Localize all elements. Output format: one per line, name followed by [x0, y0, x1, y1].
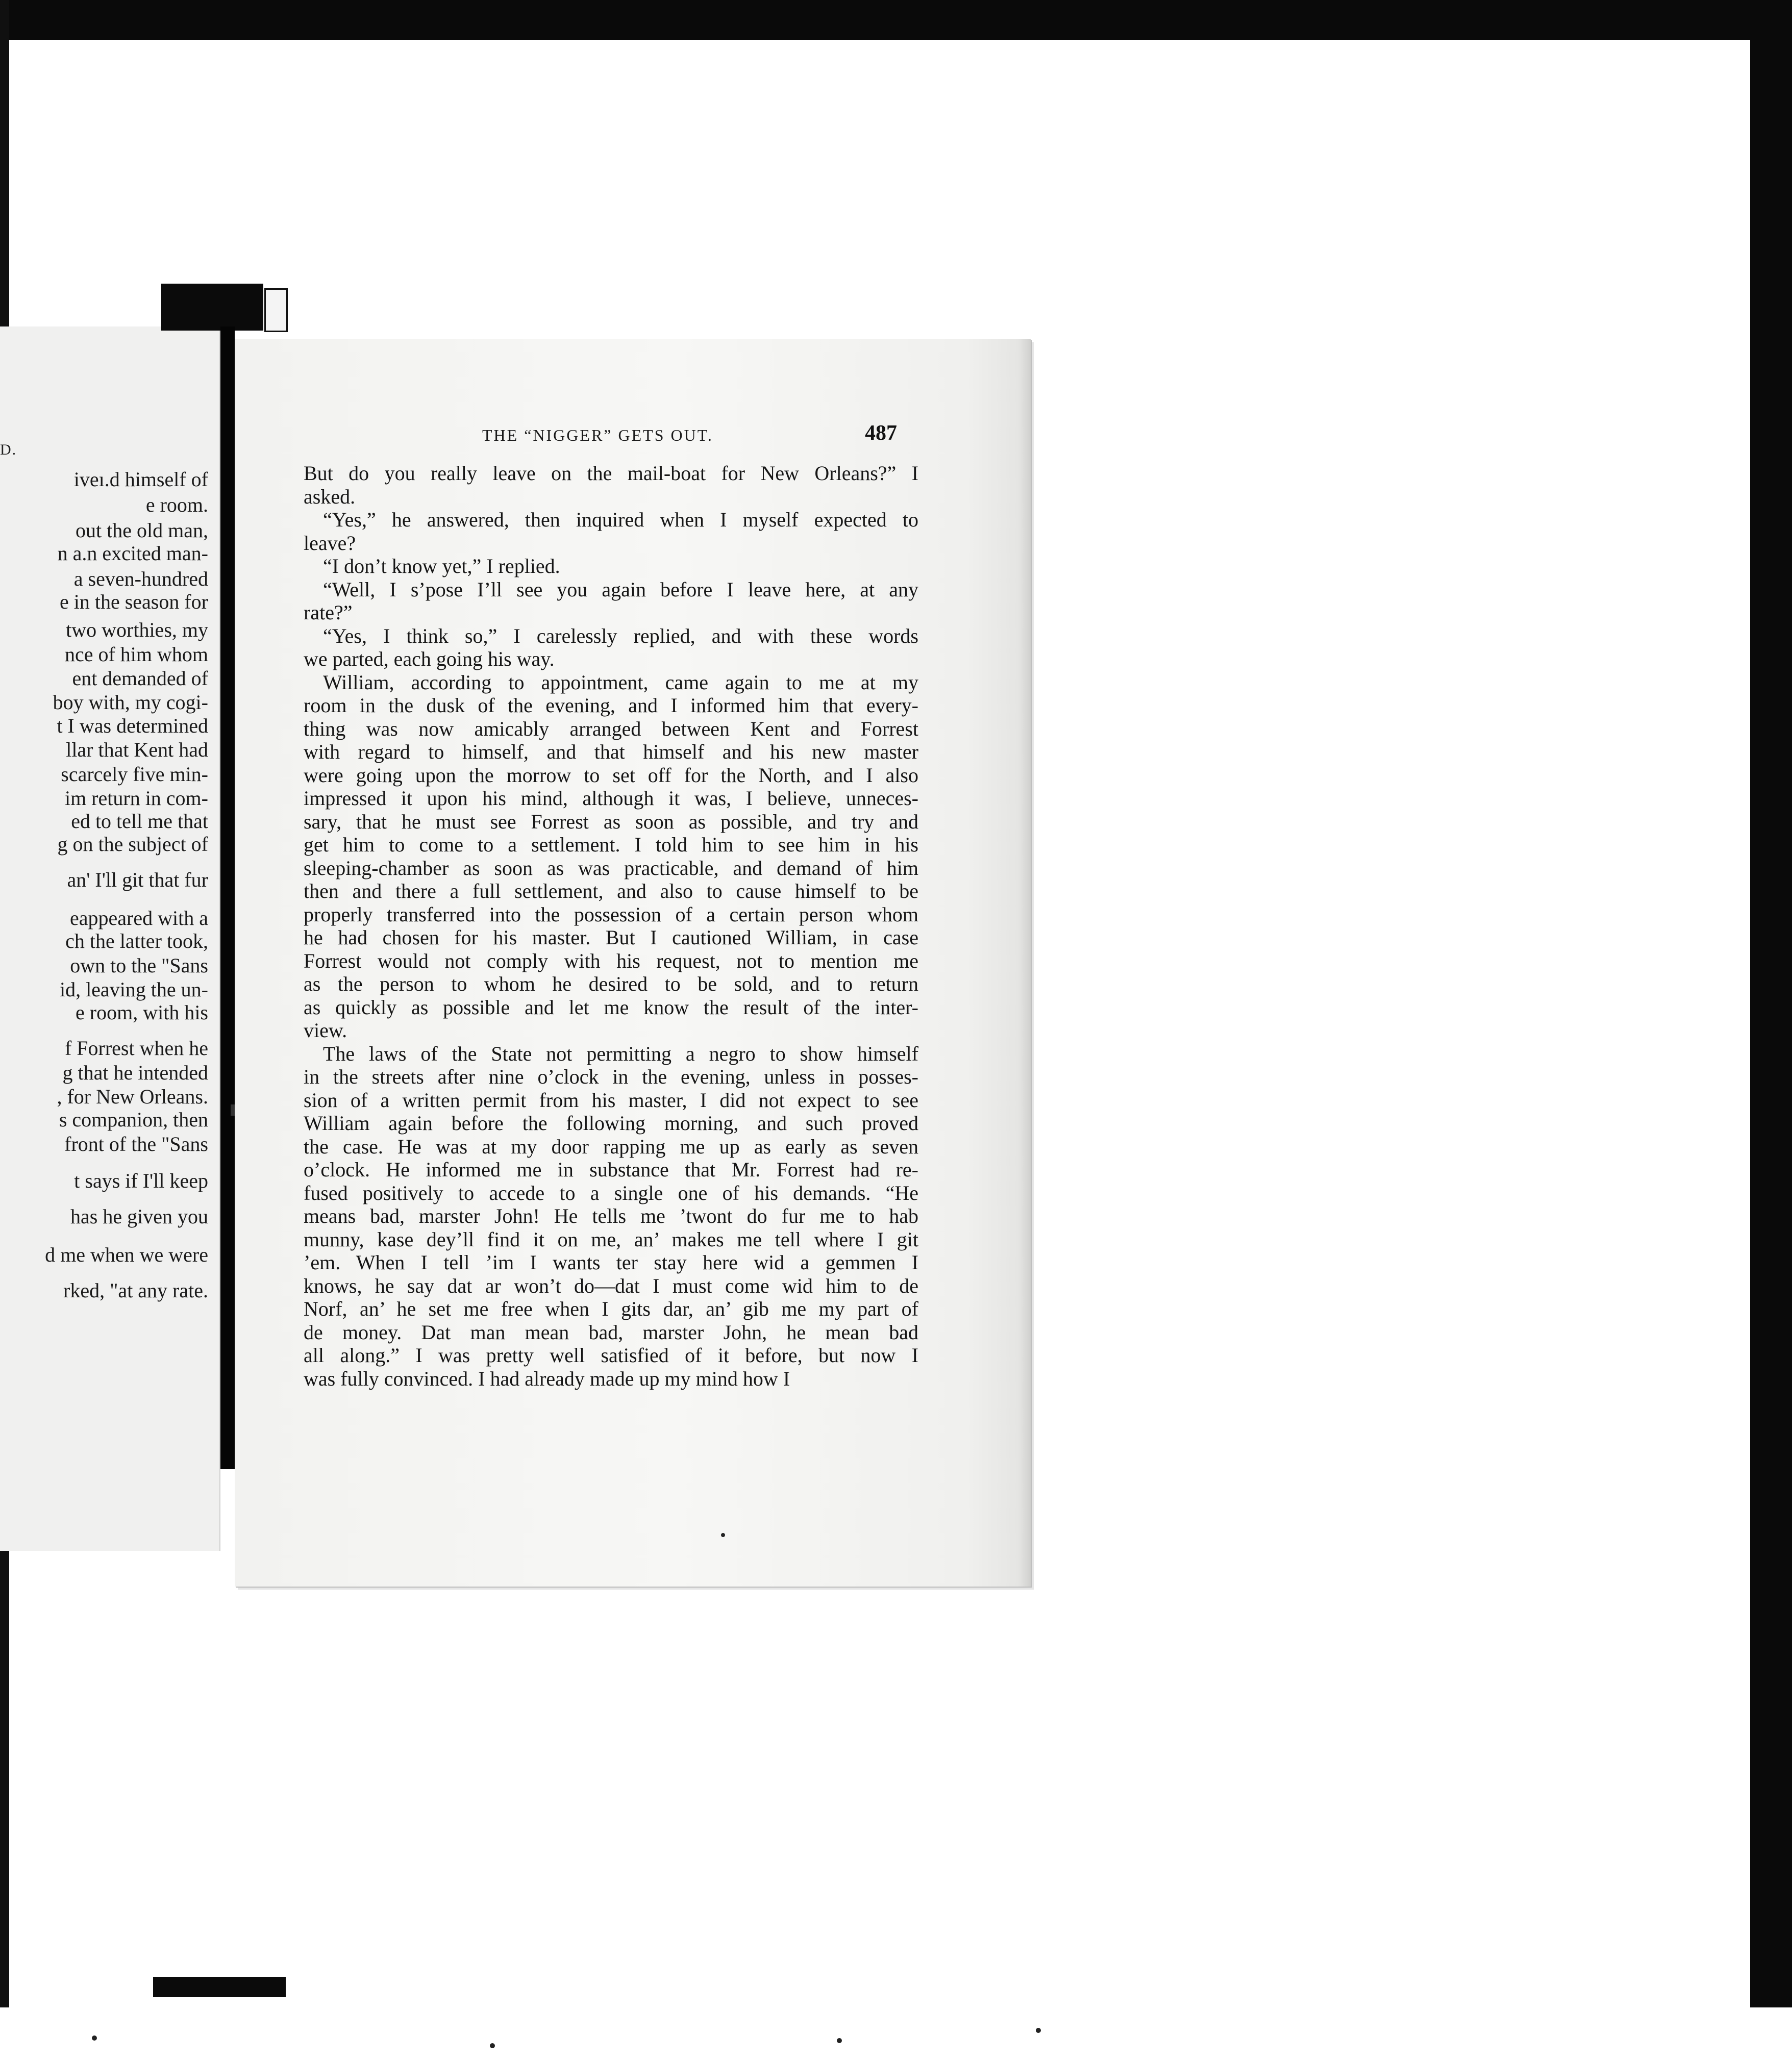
facing-page [0, 326, 220, 1551]
facing-page-line: im return in com- [64, 787, 208, 810]
margin-mark [231, 1104, 235, 1116]
text-line: means bad, marster John! He tells me ’twont do fur me to hab [304, 1204, 918, 1227]
text-line: leave? [304, 531, 356, 555]
page-number: 487 [865, 421, 897, 445]
text-line: as quickly as possible and let me know the result of the inter- [304, 995, 918, 1019]
speck-mark [1036, 2028, 1041, 2033]
text-line: with regard to himself, and that himself and his new master [304, 740, 918, 763]
facing-page-line: n a.n excited man- [57, 542, 208, 565]
text-line: Forrest would not comply with his request, not to mention me [304, 949, 918, 972]
running-head: THE “NIGGER” GETS OUT. [482, 426, 713, 444]
text-line: view. [304, 1019, 347, 1042]
binding-clip-tab [264, 288, 288, 332]
text-line: properly transferred into the possession of a certain person whom [304, 902, 918, 926]
text-line: the case. He was at my door rapping me up as early as seven [304, 1135, 918, 1158]
text-line: were going upon the morrow to set off for the North, and I also [304, 763, 918, 787]
text-line: de money. Dat man mean bad, marster John, he mean bad [304, 1320, 918, 1344]
facing-page-line: , for New Orleans. [57, 1085, 208, 1108]
scanner-top-edge [0, 0, 1792, 40]
facing-page-line: nce of him whom [64, 643, 208, 666]
facing-page-line: a seven-hundred [73, 567, 208, 590]
text-line: we parted, each going his way. [304, 647, 555, 670]
text-line: rate?” [304, 601, 353, 624]
facing-page-line: d me when we were [45, 1243, 208, 1266]
text-line: But do you really leave on the mail-boat for New Orleans?” I [304, 462, 918, 485]
speck-mark [490, 2043, 495, 2048]
text-line: impressed it upon his mind, although it was, I believe, unneces- [304, 787, 918, 810]
facing-page-line: ent demanded of [72, 667, 208, 690]
text-line: thing was now amicably arranged between Kent and Forrest [304, 717, 918, 740]
text-line: knows, he say dat ar won’t do—dat I must come wid him to de [304, 1274, 918, 1297]
text-line: The laws of the State not permitting a negro to show himself [323, 1042, 918, 1065]
binding-clip-bottom [153, 1977, 286, 1997]
facing-page-line: ch the latter took, [65, 929, 208, 952]
text-line: fused positively to accede to a single one of his demands. “He [304, 1181, 918, 1204]
scanner-bottom-margin [0, 2007, 1792, 2061]
facing-page-line: two worthies, my [66, 618, 208, 641]
text-line: sion of a written permit from his master, I did not expect to see [304, 1088, 918, 1112]
facing-page-line: t I was determined [57, 714, 208, 737]
facing-page-line: out the old man, [76, 519, 208, 542]
facing-page-line: iveı.d himself of [73, 468, 208, 491]
text-line: ’em. When I tell ’im I wants ter stay here wid a gemmen I [304, 1251, 918, 1274]
facing-page-header: D. [0, 441, 17, 458]
facing-page-line: s companion, then [59, 1108, 208, 1131]
text-line: “Well, I s’pose I’ll see you again before I leave here, at any [323, 577, 918, 601]
page-body-text [304, 462, 918, 1390]
facing-page-line: e in the season for [59, 590, 208, 613]
ink-dot [721, 1533, 725, 1537]
text-line: he had chosen for his master. But I cautioned William, in case [304, 926, 918, 949]
facing-page-line: e room. [145, 493, 208, 516]
facing-page-line: rked, "at any rate. [63, 1279, 208, 1302]
facing-page-line: own to the "Sans [70, 954, 208, 977]
book-spine-binding [220, 326, 235, 1469]
binding-clip-top [161, 284, 263, 331]
text-line: room in the dusk of the evening, and I informed him that every- [304, 694, 918, 717]
text-line: sleeping-chamber as soon as was practicable, and demand of him [304, 856, 918, 879]
text-line: asked. [304, 485, 356, 508]
text-line: “Yes, I think so,” I carelessly replied, and with these words [323, 624, 918, 647]
text-line: William, according to appointment, came again to me at my [323, 670, 918, 694]
facing-page-line: ed to tell me that [71, 810, 208, 833]
text-line: Norf, an’ he set me free when I gits dar, an’ gib me my part of [304, 1297, 918, 1320]
text-line: “I don’t know yet,” I replied. [323, 555, 560, 577]
facing-page-line: id, leaving the un- [59, 978, 208, 1001]
text-line: in the streets after nine o’clock in the evening, unless in posses- [304, 1065, 918, 1088]
text-line: William again before the following morning, and such proved [304, 1112, 918, 1135]
facing-page-line: f Forrest when he [64, 1037, 208, 1060]
facing-page-line: g on the subject of [57, 833, 208, 856]
book-page [235, 339, 1031, 1587]
text-line: “Yes,” he answered, then inquired when I myself expected to [323, 508, 918, 531]
text-line: o’clock. He informed me in substance that Mr. Forrest had re- [304, 1158, 918, 1181]
facing-page-line: has he given you [70, 1205, 208, 1228]
text-line: get him to come to a settlement. I told him to see him in his [304, 833, 918, 856]
speck-mark [837, 2038, 842, 2043]
facing-page-line: boy with, my cogi- [53, 691, 208, 714]
scanner-right-edge [1750, 36, 1792, 2061]
text-line: all along.” I was pretty well satisfied of it before, but now I [304, 1344, 918, 1367]
facing-page-line: front of the "Sans [64, 1133, 208, 1155]
facing-page-line: e room, with his [76, 1001, 208, 1024]
facing-page-line: scarcely five min- [61, 763, 208, 786]
text-line: munny, kase dey’ll find it on me, an’ makes me tell where I git [304, 1227, 918, 1251]
text-line: then and there a full settlement, and also to cause himself to be [304, 879, 918, 902]
facing-page-line: an' I'll git that fur [67, 868, 208, 891]
facing-page-line: eappeared with a [70, 907, 208, 929]
facing-page-line: t says if I'll keep [74, 1169, 208, 1192]
facing-page-line: llar that Kent had [66, 738, 208, 761]
page-edge-shadow [1018, 339, 1031, 1587]
facing-page-line: g that he intended [62, 1061, 208, 1084]
text-line: sary, that he must see Forrest as soon as possible, and try and [304, 810, 918, 833]
text-line: was fully convinced. I had already made up my mind how I [304, 1367, 790, 1390]
text-line: as the person to whom he desired to be sold, and to return [304, 972, 918, 995]
speck-mark [92, 2035, 97, 2041]
